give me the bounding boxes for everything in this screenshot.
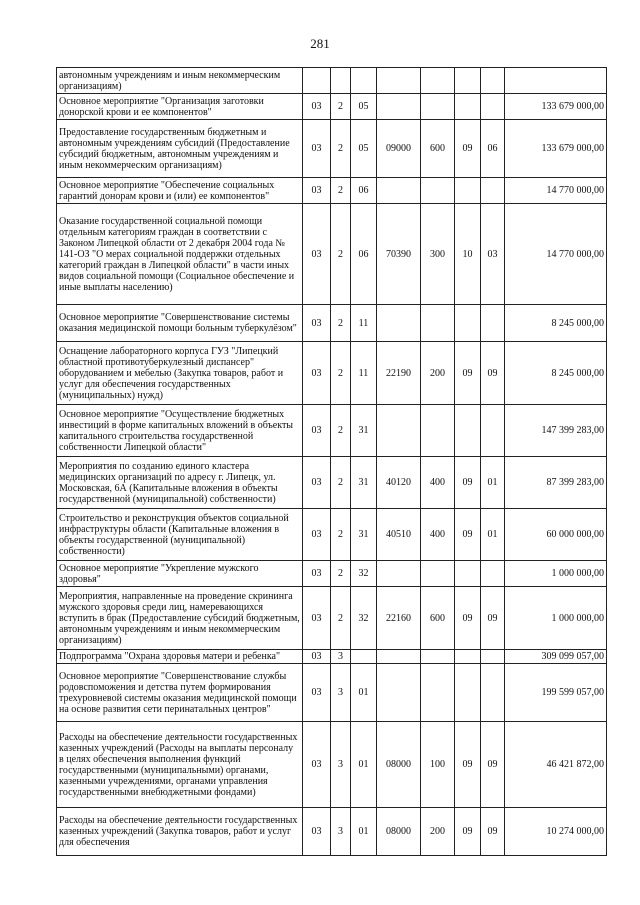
section-code: 09 [455, 120, 481, 178]
subprogram-code: 2 [331, 94, 351, 120]
program-code: 03 [303, 178, 331, 204]
expense-type-code [421, 305, 455, 342]
table-row [57, 587, 607, 650]
table-row [57, 204, 607, 305]
row-name: Предоставление государственным бюджетным и автономным учреждениям субсидий (Предоставление субсидий бюджетным, автономным учреждениям и иным некоммерческим организациям) [57, 120, 303, 178]
subprogram-code [331, 68, 351, 94]
table-row [57, 722, 607, 808]
direction-code: 70390 [377, 204, 421, 305]
row-name: Строительство и реконструкция объектов социальной инфраструктуры области (Капитальные вложения в объекты государственной (муниципальной) собственности) [57, 509, 303, 561]
section-code: 09 [455, 808, 481, 856]
table-row [57, 509, 607, 561]
subsection-code: 01 [481, 457, 505, 509]
row-name: Основное мероприятие "Совершенствование службы родовспоможения и детства путем формирования трехуровневой системы оказания медицинской помощи на основе развития сети перинатальных центров" [57, 664, 303, 722]
row-name: Основное мероприятие "Укрепление мужского здоровья" [57, 561, 303, 587]
measure-code: 01 [351, 808, 377, 856]
program-code: 03 [303, 808, 331, 856]
direction-code [377, 650, 421, 664]
section-code [455, 405, 481, 457]
program-code: 03 [303, 664, 331, 722]
subsection-code [481, 561, 505, 587]
subprogram-code: 2 [331, 178, 351, 204]
section-code [455, 664, 481, 722]
subsection-code: 09 [481, 722, 505, 808]
amount: 14 770 000,00 [505, 204, 607, 305]
amount: 8 245 000,00 [505, 342, 607, 405]
table-row [57, 342, 607, 405]
direction-code: 08000 [377, 808, 421, 856]
direction-code [377, 68, 421, 94]
program-code: 03 [303, 509, 331, 561]
direction-code [377, 664, 421, 722]
table-row [57, 808, 607, 856]
measure-code: 05 [351, 120, 377, 178]
program-code [303, 68, 331, 94]
section-code [455, 561, 481, 587]
program-code: 03 [303, 457, 331, 509]
amount: 14 770 000,00 [505, 178, 607, 204]
row-name: Основное мероприятие "Обеспечение социальных гарантий донорам крови и (или) ее компонентов" [57, 178, 303, 204]
subsection-code [481, 664, 505, 722]
section-code [455, 94, 481, 120]
subprogram-code: 3 [331, 650, 351, 664]
measure-code: 05 [351, 94, 377, 120]
direction-code: 40510 [377, 509, 421, 561]
expense-type-code: 600 [421, 587, 455, 650]
measure-code: 11 [351, 342, 377, 405]
section-code: 09 [455, 587, 481, 650]
table-row [57, 405, 607, 457]
measure-code: 32 [351, 587, 377, 650]
subprogram-code: 2 [331, 405, 351, 457]
amount: 133 679 000,00 [505, 94, 607, 120]
measure-code: 31 [351, 509, 377, 561]
table-row [57, 120, 607, 178]
row-name: Подпрограмма "Охрана здоровья матери и ребенка" [57, 650, 303, 664]
direction-code [377, 561, 421, 587]
row-name: Оказание государственной социальной помощи отдельным категориям граждан в соответствии с Законом Липецкой области от 2 декабря 2004 года № 141-ОЗ "О мерах социальной поддержки отдельных категорий граждан в Липецкой области" в части иных видов социальной помощи (Социальное обеспечение и иные выплаты населению) [57, 204, 303, 305]
page-number: 281 [310, 36, 330, 51]
program-code: 03 [303, 405, 331, 457]
subprogram-code: 2 [331, 204, 351, 305]
amount: 147 399 283,00 [505, 405, 607, 457]
section-code [455, 178, 481, 204]
direction-code: 22190 [377, 342, 421, 405]
row-name: Основное мероприятие "Совершенствование системы оказания медицинской помощи больным туберкулёзом" [57, 305, 303, 342]
expense-type-code [421, 68, 455, 94]
program-code: 03 [303, 587, 331, 650]
section-code: 09 [455, 457, 481, 509]
subsection-code [481, 68, 505, 94]
subprogram-code: 3 [331, 664, 351, 722]
row-name: автономным учреждениям и иным некоммерческим организациям) [57, 68, 303, 94]
expense-type-code: 600 [421, 120, 455, 178]
measure-code: 31 [351, 405, 377, 457]
expense-type-code: 400 [421, 457, 455, 509]
subsection-code: 09 [481, 587, 505, 650]
program-code: 03 [303, 561, 331, 587]
section-code: 09 [455, 722, 481, 808]
section-code [455, 305, 481, 342]
row-name: Мероприятия, направленные на проведение скрининга мужского здоровья среди лиц, намеревающихся вступить в брак (Предоставление субсидий бюджетным, автономным учреждениям и иным некоммерческим организациям) [57, 587, 303, 650]
row-name: Расходы на обеспечение деятельности государственных казенных учреждений (Расходы на выплаты персоналу в целях обеспечения выполнения функций государственными (муниципальными) органами, казенными учреждениями, органами управления государственными внебюджетными фондами) [57, 722, 303, 808]
subprogram-code: 3 [331, 722, 351, 808]
expense-type-code [421, 405, 455, 457]
subprogram-code: 3 [331, 808, 351, 856]
amount: 309 099 057,00 [505, 650, 607, 664]
amount: 199 599 057,00 [505, 664, 607, 722]
measure-code: 06 [351, 204, 377, 305]
measure-code: 11 [351, 305, 377, 342]
subprogram-code: 2 [331, 342, 351, 405]
subsection-code [481, 94, 505, 120]
amount: 10 274 000,00 [505, 808, 607, 856]
table-row [57, 178, 607, 204]
program-code: 03 [303, 342, 331, 405]
table-row [57, 94, 607, 120]
amount [505, 68, 607, 94]
expense-type-code: 200 [421, 342, 455, 405]
row-name: Расходы на обеспечение деятельности государственных казенных учреждений (Закупка товаров, работ и услуг для обеспечения [57, 808, 303, 856]
expense-type-code [421, 650, 455, 664]
amount: 8 245 000,00 [505, 305, 607, 342]
measure-code [351, 68, 377, 94]
expense-type-code [421, 664, 455, 722]
amount: 46 421 872,00 [505, 722, 607, 808]
direction-code: 22160 [377, 587, 421, 650]
amount: 1 000 000,00 [505, 561, 607, 587]
direction-code [377, 305, 421, 342]
amount: 87 399 283,00 [505, 457, 607, 509]
direction-code: 40120 [377, 457, 421, 509]
table-row [57, 650, 607, 664]
section-code [455, 68, 481, 94]
expense-type-code: 300 [421, 204, 455, 305]
subsection-code [481, 305, 505, 342]
row-name: Основное мероприятие "Осуществление бюджетных инвестиций в форме капитальных вложений в объекты капитального строительства государственной собственности Липецкой области" [57, 405, 303, 457]
program-code: 03 [303, 722, 331, 808]
measure-code: 01 [351, 664, 377, 722]
section-code: 10 [455, 204, 481, 305]
direction-code: 08000 [377, 722, 421, 808]
table-row [57, 664, 607, 722]
subsection-code [481, 650, 505, 664]
section-code [455, 650, 481, 664]
program-code: 03 [303, 650, 331, 664]
section-code: 09 [455, 342, 481, 405]
expense-type-code: 100 [421, 722, 455, 808]
row-name: Мероприятия по созданию единого кластера медицинских организаций по адресу г. Липецк, ул. Московская, 6А (Капитальные вложения в объекты государственной (муниципальной) собственности) [57, 457, 303, 509]
amount: 60 000 000,00 [505, 509, 607, 561]
subprogram-code: 2 [331, 587, 351, 650]
subsection-code [481, 178, 505, 204]
table-row [57, 561, 607, 587]
direction-code [377, 405, 421, 457]
direction-code: 09000 [377, 120, 421, 178]
budget-table [56, 67, 607, 856]
program-code: 03 [303, 305, 331, 342]
row-name: Основное мероприятие "Организация заготовки донорской крови и ее компонентов" [57, 94, 303, 120]
program-code: 03 [303, 120, 331, 178]
subprogram-code: 2 [331, 457, 351, 509]
table-row [57, 68, 607, 94]
subsection-code: 09 [481, 808, 505, 856]
measure-code: 32 [351, 561, 377, 587]
expense-type-code [421, 178, 455, 204]
measure-code [351, 650, 377, 664]
program-code: 03 [303, 94, 331, 120]
subprogram-code: 2 [331, 305, 351, 342]
table-row [57, 457, 607, 509]
direction-code [377, 94, 421, 120]
amount: 1 000 000,00 [505, 587, 607, 650]
direction-code [377, 178, 421, 204]
subprogram-code: 2 [331, 509, 351, 561]
amount: 133 679 000,00 [505, 120, 607, 178]
expense-type-code: 200 [421, 808, 455, 856]
expense-type-code [421, 561, 455, 587]
row-name: Оснащение лабораторного корпуса ГУЗ "Липецкий областной противотуберкулезный диспансер" оборудованием и мебелью (Закупка товаров, работ и услуг для обеспечения государственных (муниципальных) нужд) [57, 342, 303, 405]
subsection-code: 03 [481, 204, 505, 305]
subsection-code: 06 [481, 120, 505, 178]
subprogram-code: 2 [331, 561, 351, 587]
program-code: 03 [303, 204, 331, 305]
measure-code: 06 [351, 178, 377, 204]
measure-code: 01 [351, 722, 377, 808]
expense-type-code [421, 94, 455, 120]
table-row [57, 305, 607, 342]
subsection-code: 09 [481, 342, 505, 405]
subsection-code [481, 405, 505, 457]
expense-type-code: 400 [421, 509, 455, 561]
section-code: 09 [455, 509, 481, 561]
subprogram-code: 2 [331, 120, 351, 178]
measure-code: 31 [351, 457, 377, 509]
subsection-code: 01 [481, 509, 505, 561]
